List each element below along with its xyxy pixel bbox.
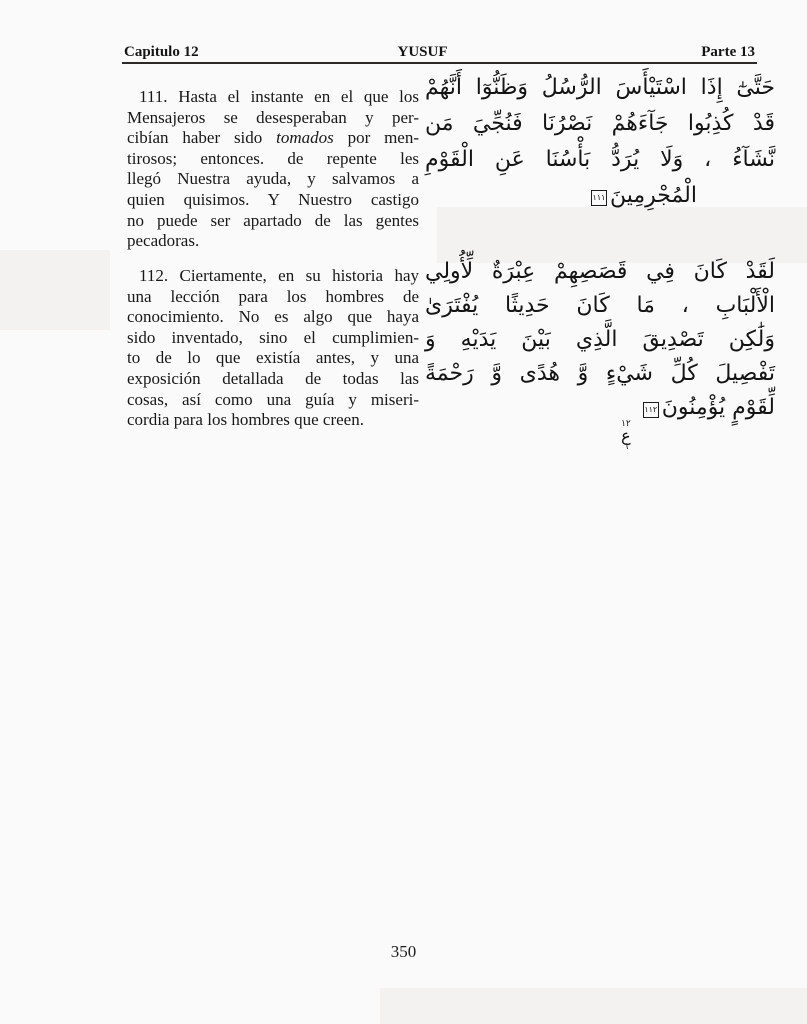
text-line: llegó Nuestra ayuda, y salvamos a (127, 169, 419, 189)
arabic-verse-111 (425, 70, 775, 214)
text-line: 112. Ciertamente, en su historia hay (139, 266, 419, 285)
text-line: exposición detallada de todas las (127, 368, 419, 388)
text-line: sido inventado, sino el cumplimien- (127, 327, 419, 347)
ruku-number-top: ١٢ (621, 419, 631, 429)
page-number: 350 (390, 942, 417, 961)
arabic-line: حَتَّىٰٓ إِذَا اسْتَيْأَسَ الرُّسُلُ وَظَنُّوٓا أَنَّهُمْ (425, 75, 775, 100)
header-part: Parte 13 (701, 44, 755, 60)
ruku-marker (621, 420, 631, 452)
text-segment: cibían haber sido (127, 128, 277, 148)
text-line: quien quisimos. Y Nuestro castigo (127, 189, 419, 209)
text-line: una lección para los hombres de (127, 286, 419, 306)
italic-word: tomados (276, 128, 334, 148)
spanish-verse-111 (127, 87, 419, 252)
arabic-line: لَقَدْ كَانَ فِي قَصَصِهِمْ عِبْرَةٌ لِّأُولِي (425, 259, 775, 284)
arabic-line: قَدْ كُذِبُوا جَآءَهُمْ نَصْرُنَا فَنُجِّيَ مَن (425, 111, 775, 136)
verse-number-marker: ١١٢ (643, 402, 659, 418)
text-line: cosas, así como una guía y miseri- (127, 389, 419, 409)
text-line: conocimiento. No es algo que haya (127, 307, 419, 327)
arabic-line-last (425, 391, 775, 452)
text-line (127, 128, 419, 149)
header-chapter: Capitulo 12 (124, 44, 199, 60)
arabic-line-last (425, 178, 775, 214)
text-line: 111. Hasta el instante en el que los (139, 87, 419, 106)
arabic-text: الْمُجْرِمِينَ (609, 183, 697, 208)
arabic-line: الْأَلْبَابِ ، مَا كَانَ حَدِيثًا يُفْتَرَىٰ (425, 293, 775, 318)
verse-number-marker: ١١١ (591, 190, 607, 206)
arabic-line: تَفْصِيلَ كُلِّ شَيْءٍ وَّ هُدًى وَّ رَحْمَةً (425, 361, 775, 386)
text-line: pecadoras. (127, 231, 200, 251)
text-line: tirosos; entonces. de repente les (127, 148, 419, 168)
header-surah-title: YUSUF (397, 44, 448, 60)
header-rule (122, 62, 757, 64)
spanish-verse-112 (127, 266, 419, 431)
arabic-verse-112 (425, 255, 775, 452)
text-line: cordia para los hombres que creen. (127, 410, 364, 430)
arabic-line: وَلَٰكِن تَصْدِيقَ الَّذِي بَيْنَ يَدَيْهِ وَ (425, 327, 775, 352)
text-line: Mensajeros se desesperaban y per- (127, 107, 419, 127)
ruku-number-bottom: ٦ (623, 442, 629, 453)
text-line: no puede ser apartado de las gentes (127, 210, 419, 230)
text-segment: por men- (333, 128, 419, 148)
text-line: to de lo que existía antes, y una (127, 348, 419, 368)
arabic-line: نَّشَآءُ ، وَلَا يُرَدُّ بَأْسُنَا عَنِ الْقَوْمِ (425, 147, 775, 172)
ruku-ain-glyph: ع (621, 426, 631, 445)
arabic-text: لِّقَوْمٍ يُؤْمِنُونَ (661, 395, 775, 420)
scan-band-bottom (380, 988, 807, 1024)
scan-band-left (0, 250, 110, 330)
page-header (0, 44, 807, 64)
